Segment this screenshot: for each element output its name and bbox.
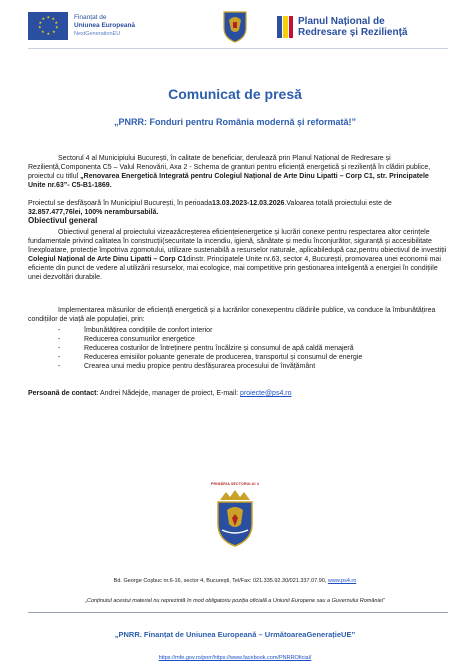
svg-text:★: ★ [55,24,59,30]
header-logos [28,8,448,44]
sector-hall-label: PRIMĂRIA SECTORULUI 4 [211,482,259,486]
objective-paragraph: Obiectivul general al proiectului vizeazăcreșterea eficiențeienergetice și lucrări conexe pentru respectarea altor cerințele fundamentale privind calitatea în construcții(securitate la incendiu, igienă, sănătate și mediu înconjurător, siguranță și accesibilitate înexploatare, protecție împotriva zgomotului, utilizare sustenabilă a resurselor naturale, aplicabiledupă caz,pentru obiectivul de investiții Colegiul Național de Arte Dinu Lipatti – Corp C1dinstr. Principatele Unite nr.63, sector 4, București, promovarea unei economii mai eficiente din punct de vedere al utilizării resurselor, mai ecologice, mai competitive prin gestionarea inteligentă a energiei în condițiile unei dezvoltări durabile. [28,229,447,281]
svg-text:★: ★ [41,29,45,34]
svg-text:★: ★ [46,14,51,20]
website-link[interactable]: www.ps4.ro [327,578,357,584]
footer-divider [28,612,448,613]
page-title: Comunicat de presă [168,86,302,102]
contact-line: Persoană de contact: Andrei Nădejde, manager de proiect, E-mail: proiecte@ps4.ro [28,390,292,397]
pnrr-logo-text: Planul Național de Redresare și Reziliență [298,16,408,38]
list-item: - îmbunătățirea condițiile de confort interior [58,326,438,335]
pnrr-logo-icon [276,14,294,40]
contact-email-link[interactable]: proiecte@ps4.ro [240,390,292,397]
svg-text:★: ★ [38,24,42,30]
eu-funding-text: Finanțat de Uniunea Europeană NextGenerationEU [74,14,136,37]
page-subtitle: „PNRR: Fonduri pentru România modernă și reformată!” [113,117,357,127]
svg-text:★: ★ [41,16,46,21]
list-item: - Reducerea consumurilor energetice [58,335,438,344]
svg-text:★: ★ [52,29,56,34]
list-item: - Crearea unui mediu propice pentru desfășurarea procesului de învățământ [58,362,438,371]
svg-text:★: ★ [54,20,59,25]
svg-text:★: ★ [46,31,51,36]
svg-text:★: ★ [38,20,43,25]
sector4-crest-icon [212,488,258,548]
list-item: - Reducerea emisiilor poluante generate de producerea, transportul și consumul de energie [58,353,438,362]
romania-coat-of-arms-icon [218,8,252,44]
period-value-paragraph: Proiectul se desfășoară în Municipiul București, în perioada13.03.2023-12.03.2026.Valoarea totală proiectului este de 32.857.477,76lei, 100% nerambursabilă. [28,200,392,216]
disclaimer-text: „Conținutul acestui material nu reprezintă în mod obligatoriu poziția oficială a Uniunii Europene sau a Guvernului României” [85,598,385,604]
footer-slogan: „PNRR. Finanțat de Uniunea Europeană – UrmătoareaGenerațieUE” [114,630,356,639]
benefits-list [58,326,438,371]
list-item: - Reducerea costurilor de întreținere pentru încălzire și consumul de apă caldă menajeră [58,344,438,353]
svg-text:★: ★ [51,16,56,21]
implementation-paragraph: Implementarea măsurilor de eficiență energetică și a lucrărilor conexepentru clădirile publice, va conduce la îmbunătățirea condițiilor de viață ale populației, prin: [28,307,436,323]
address-line: Bd. George Coșbuc nr.6-16, sector 4, București, Tel/Fax: 021.335.92.30/021.337.07.90, www.ps4.ro [113,578,357,584]
header-divider [28,48,448,49]
intro-paragraph: Sectorul 4 al Municipiului București, în calitate de beneficiar, derulează prin Planul Național de Redresare și Reziliență,Componenta C5 – Valul Renovării, Axa 2 - Schema de granturi pentru eficiență energetică și reziliență în clădiri publice, proiectul cu titlul „Renovarea Energetică Integrată pentru Colegiul Național de Arte Dinu Lipatti – Corp C1, str. Principatele Unite nr.63”- C5-B1-1869. [28,155,431,189]
eu-flag-icon [28,12,68,40]
section-heading-objective: Obiectivul general [28,216,98,225]
footer-links[interactable]: https://mfe.gov.ro/pnrr/https://www.facebook.com/PNRROficial/ [158,655,312,661]
